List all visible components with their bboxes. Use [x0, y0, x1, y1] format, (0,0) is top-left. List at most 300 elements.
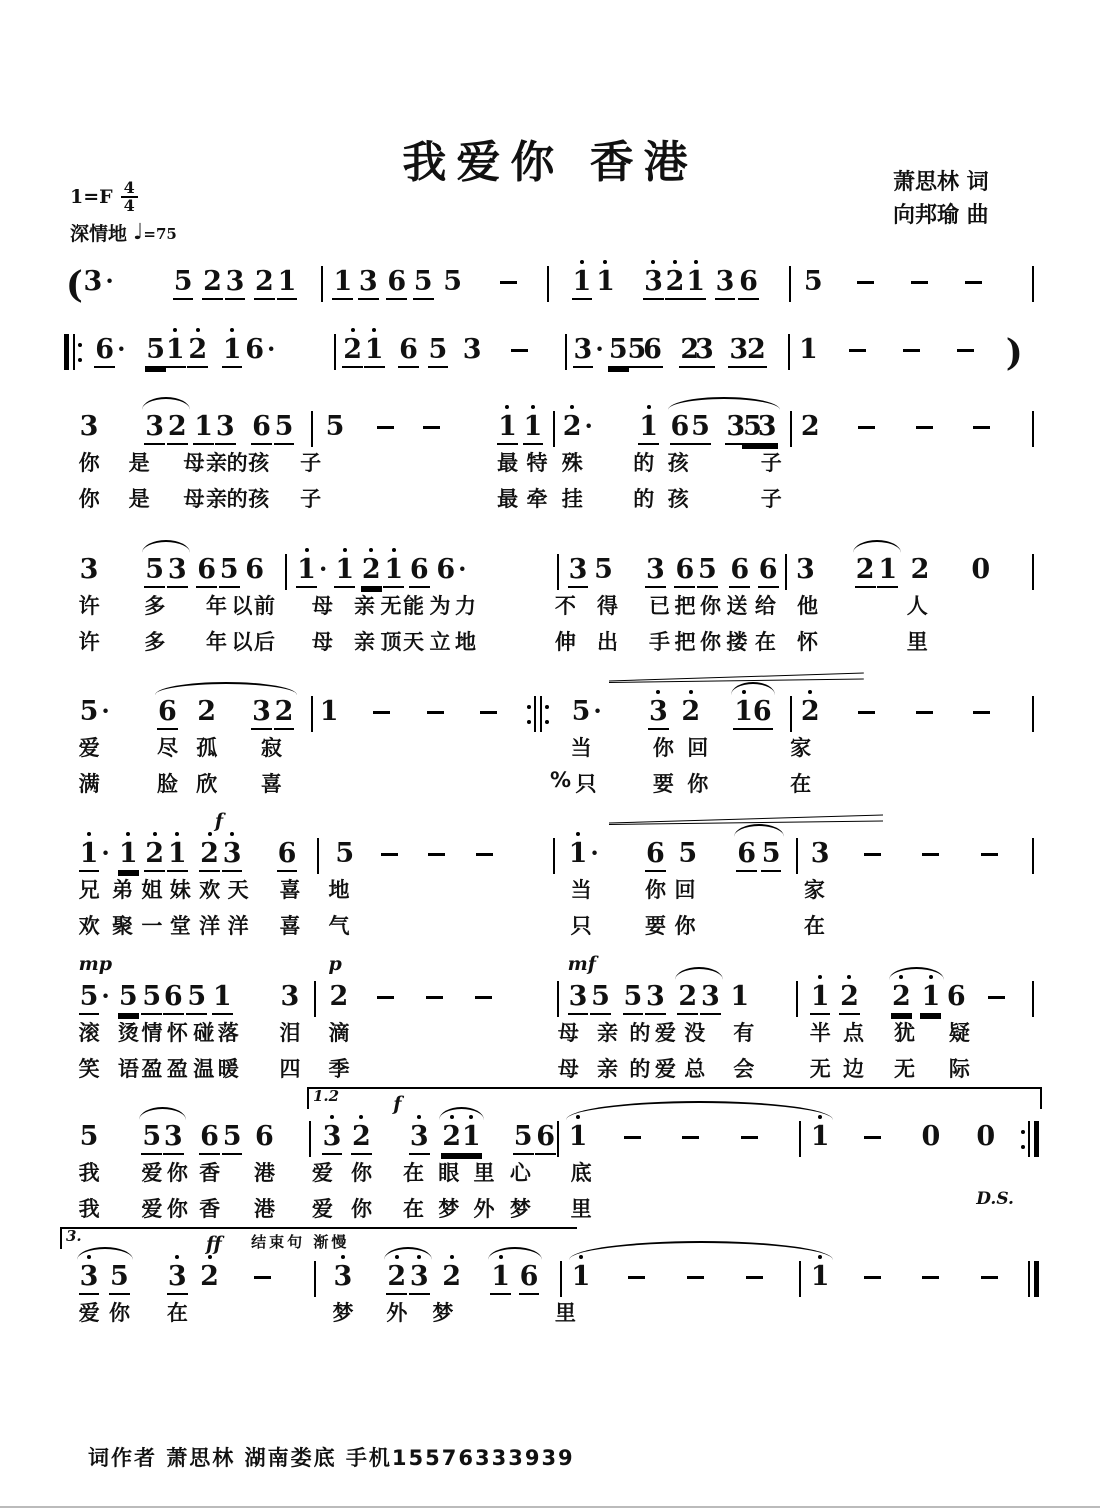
lyrics-row — [60, 1017, 1040, 1047]
note: 3 · — [573, 334, 604, 368]
octave-dot — [570, 405, 574, 409]
note: 1 · — [79, 838, 110, 872]
note: 1 — [319, 696, 339, 727]
note: 1 — [277, 266, 298, 300]
duration-dash — [957, 334, 974, 352]
lyric-syllable: 姐 — [141, 878, 163, 902]
duration-dash — [628, 1261, 645, 1279]
note: 5 — [413, 266, 434, 300]
lyrics-row — [60, 1053, 1040, 1083]
duration-dash — [423, 411, 440, 429]
barline — [551, 411, 557, 447]
barline — [558, 1261, 564, 1297]
octave-dot — [580, 260, 584, 264]
lyrics-row — [60, 768, 1040, 798]
lyric-syllable: 在 — [754, 630, 776, 654]
lyric-syllable: 把 — [674, 594, 696, 618]
volta-label: 1.2 — [312, 1087, 340, 1105]
note: 1 — [165, 334, 186, 368]
lyric-syllable: 亲 — [354, 594, 375, 618]
lyrics-row — [60, 626, 1040, 656]
lyric-syllable: 犹 — [893, 1021, 915, 1045]
tempo-text: 结束句 渐慢 — [251, 1233, 350, 1251]
note: 3 — [648, 696, 669, 730]
note: 5 · — [79, 696, 110, 727]
lyric-syllable: 不 — [554, 594, 576, 618]
octave-dot — [230, 328, 234, 332]
tempo-value: =75 — [143, 225, 177, 243]
expression-text: 深情地 — [70, 223, 128, 245]
double-repeat-barline — [526, 696, 550, 732]
octave-dot — [531, 405, 535, 409]
barline — [332, 334, 338, 370]
note: 6 — [642, 334, 663, 368]
lyric-syllable: 天 — [227, 878, 249, 902]
augmentation-dot: · — [590, 838, 599, 867]
duration-dash — [500, 266, 517, 284]
octave-dot — [126, 832, 130, 836]
note: 2 — [680, 696, 701, 728]
octave-dot — [689, 690, 693, 694]
octave-dot — [175, 832, 179, 836]
barline — [1030, 981, 1036, 1017]
note: 5 — [109, 1261, 130, 1295]
lyric-syllable: % — [550, 768, 572, 792]
duration-dash — [511, 334, 528, 352]
slur-arc — [139, 1107, 186, 1120]
lyric-syllable: 最 — [497, 487, 519, 511]
lyric-syllable: 爱 — [141, 1161, 163, 1185]
note: 2 — [386, 1261, 407, 1295]
augmentation-dot: · — [101, 981, 110, 1010]
lyric-syllable: 是 — [128, 487, 150, 511]
lyric-syllable: 在 — [403, 1161, 424, 1185]
lyric-syllable: 的 — [226, 451, 248, 475]
lyric-syllable: 特 — [526, 451, 548, 475]
lyric-syllable: 亲 — [206, 487, 228, 511]
note: 3 — [280, 981, 300, 1012]
note: 1 — [490, 1261, 511, 1295]
lyric-syllable: 寂 — [260, 736, 282, 760]
lyric-syllable: 爱 — [78, 1301, 100, 1325]
note: 1 — [920, 981, 941, 1015]
barline — [309, 411, 315, 447]
note: 5 — [173, 266, 194, 300]
lyric-syllable: 里 — [570, 1197, 592, 1221]
lyric-syllable: 前 — [254, 594, 276, 618]
song-title: 我爱你 香港 — [402, 137, 698, 188]
lyric-syllable: 爱 — [311, 1197, 333, 1221]
lyric-syllable: 地 — [328, 878, 350, 902]
note: 3 — [643, 266, 664, 300]
octave-dot — [505, 405, 509, 409]
barline — [555, 554, 561, 590]
note: 3 — [810, 838, 830, 869]
augmentation-dot: · — [117, 334, 126, 363]
barline — [797, 1261, 803, 1297]
barline — [312, 981, 318, 1017]
duration-dash — [624, 1121, 641, 1139]
lyric-syllable: 一 — [141, 914, 163, 938]
lyric-syllable: 香 — [199, 1161, 221, 1185]
duration-dash — [254, 1261, 271, 1279]
augmentation-dot: · — [584, 411, 593, 440]
note: 5 — [79, 1121, 99, 1152]
notes-row — [60, 546, 1040, 596]
augmentation-dot: · — [318, 554, 328, 583]
note: 3 — [645, 554, 666, 588]
lyric-syllable: 爱 — [78, 736, 100, 760]
barline — [551, 838, 557, 874]
note: 1 — [364, 334, 385, 368]
lyric-syllable: 我 — [78, 1161, 100, 1185]
barline — [1030, 696, 1036, 732]
octave-dot — [343, 548, 347, 552]
duration-dash — [916, 411, 933, 429]
duration-dash — [426, 981, 443, 999]
note: 3 — [757, 411, 778, 445]
lyric-syllable: 力 — [454, 594, 476, 618]
octave-dot — [341, 1255, 345, 1259]
lyric-syllable: 母 — [557, 1057, 579, 1081]
intro-paren: ( — [65, 264, 83, 306]
note: 2 — [800, 411, 820, 442]
end-repeat-barline — [1020, 1121, 1041, 1157]
octave-dot — [808, 690, 812, 694]
note: 1 — [332, 266, 353, 300]
lyrics-row — [60, 732, 1040, 762]
octave-dot — [230, 832, 234, 836]
note: 5 — [590, 981, 611, 1015]
barline — [794, 838, 800, 874]
note: 2 — [202, 266, 223, 300]
duration-dash — [965, 266, 982, 284]
note: 1 — [877, 554, 898, 588]
repeat-dots — [527, 699, 531, 729]
note: 2 — [361, 554, 382, 588]
note: 3 — [409, 1261, 430, 1295]
note: 1 — [222, 334, 243, 368]
note: 3 — [462, 334, 482, 365]
note: 2 — [891, 981, 912, 1015]
octave-dot — [330, 1115, 334, 1119]
note: 6 — [245, 554, 265, 585]
lyric-syllable: 妹 — [169, 878, 191, 902]
duration-dash — [381, 838, 398, 856]
note: 5 — [428, 334, 449, 368]
lyric-syllable: 许 — [78, 594, 100, 618]
note: 6 — [255, 1121, 274, 1152]
note: 2 — [677, 981, 698, 1015]
octave-dot — [651, 260, 655, 264]
lyric-syllable: 的 — [629, 1057, 651, 1081]
note: 6 — [535, 1121, 556, 1155]
repeat-dots — [545, 699, 549, 729]
barline — [309, 696, 315, 732]
lyric-syllable: 多 — [144, 630, 166, 654]
duration-dash — [981, 1261, 998, 1279]
note: 3 — [645, 981, 666, 1015]
lyric-syllable: 给 — [754, 594, 776, 618]
lyric-syllable: 兄 — [78, 878, 100, 902]
barline — [312, 1261, 318, 1297]
lyric-syllable: 洋 — [199, 914, 221, 938]
note: 1 — [572, 266, 593, 300]
lyric-syllable: 挂 — [561, 487, 583, 511]
note: 5 — [623, 981, 644, 1015]
octave-dot — [175, 1255, 179, 1259]
lyric-syllable: 在 — [166, 1301, 188, 1325]
duration-dash — [475, 981, 492, 999]
octave-dot — [647, 405, 651, 409]
note: 1 — [118, 838, 139, 872]
lyric-syllable: 心 — [509, 1161, 531, 1185]
note: 6 — [519, 1261, 540, 1295]
lyric-syllable: 的 — [629, 1021, 651, 1045]
lyric-syllable: 眼 — [438, 1161, 460, 1185]
octave-dot — [603, 260, 607, 264]
octave-dot — [359, 1115, 363, 1119]
lyric-syllable: 人 — [906, 594, 928, 618]
duration-dash — [864, 838, 881, 856]
lyric-syllable: 亲 — [354, 630, 375, 654]
duration-dash — [903, 334, 920, 352]
lyric-syllable: 脸 — [157, 772, 179, 796]
lyric-syllable: 你 — [109, 1301, 130, 1325]
music-system — [60, 1227, 1040, 1383]
lyric-syllable: 堂 — [169, 914, 191, 938]
notes-row — [60, 688, 1040, 738]
lyrics-row — [60, 1297, 1040, 1327]
lyric-syllable: 爱 — [654, 1021, 676, 1045]
lyric-syllable: 欢 — [78, 914, 100, 938]
octave-dot — [369, 548, 373, 552]
lyric-syllable: 地 — [454, 630, 476, 654]
note: 3 — [700, 981, 721, 1015]
repeat-dots — [1021, 1124, 1025, 1154]
lyric-syllable: 你 — [351, 1197, 373, 1221]
lyric-syllable: 在 — [403, 1197, 424, 1221]
barline — [545, 266, 551, 302]
octave-dot — [372, 328, 376, 332]
barline — [1026, 1261, 1041, 1297]
octave-dot — [673, 260, 677, 264]
duration-dash — [973, 696, 990, 714]
note: 3 — [322, 1121, 343, 1155]
note: 5 — [144, 554, 165, 588]
octave-dot — [694, 260, 698, 264]
slur-arc — [142, 540, 190, 553]
barline — [563, 334, 569, 370]
barline — [788, 411, 794, 447]
lyric-syllable: 当 — [570, 736, 592, 760]
lyric-syllable: 笑 — [78, 1057, 100, 1081]
lyric-syllable: 无 — [380, 594, 402, 618]
lyric-syllable: 是 — [128, 451, 150, 475]
octave-dot — [417, 1115, 421, 1119]
note: 3 — [251, 696, 272, 730]
lyric-syllable: 只 — [570, 914, 592, 938]
lyric-syllable: 怀 — [796, 630, 818, 654]
key-label: 1=F — [70, 186, 113, 208]
slur-arc — [155, 682, 297, 695]
note: 2 — [144, 838, 165, 872]
note: 2 — [342, 334, 363, 368]
duration-dash — [480, 696, 497, 714]
lyric-syllable: 在 — [790, 772, 812, 796]
note: 1 — [730, 981, 750, 1012]
lyric-syllable: 孩 — [667, 487, 689, 511]
lyric-syllable: 以 — [231, 630, 253, 654]
note: 3 — [79, 411, 99, 442]
duration-dash — [849, 334, 866, 352]
note: 3 — [715, 266, 736, 300]
lyric-syllable: 底 — [570, 1161, 592, 1185]
lyric-syllable: 会 — [733, 1057, 755, 1081]
augmentation-dot: · — [267, 334, 276, 363]
note: 2 — [679, 334, 700, 368]
lyric-syllable: 你 — [652, 736, 674, 760]
note: 6 — [752, 696, 773, 730]
duration-dash — [746, 1261, 763, 1279]
dal-segno-mark: D.S. — [976, 1189, 1014, 1209]
note: 1 — [334, 554, 355, 588]
note: 2 — [910, 554, 930, 585]
intro-paren: ) — [1005, 332, 1023, 374]
lyric-syllable: 有 — [733, 1021, 755, 1045]
note: 6 — [736, 838, 757, 872]
note: 1 — [497, 411, 518, 445]
note: 1 — [595, 266, 616, 298]
lyrics-row — [60, 483, 1040, 513]
duration-dash — [911, 266, 928, 284]
augmentation-dot: · — [595, 334, 604, 363]
lyric-syllable: 你 — [699, 594, 721, 618]
lyric-syllable: 只 — [575, 772, 597, 796]
slur-arc — [853, 540, 901, 553]
lyric-syllable: 为 — [429, 594, 451, 618]
note: 3 — [568, 554, 589, 588]
lyric-syllable: 总 — [684, 1057, 706, 1081]
crescendo-hairpin — [609, 814, 883, 826]
note: 2 · — [562, 411, 593, 443]
duration-dash — [427, 696, 444, 714]
augmentation-dot: · — [101, 838, 110, 867]
lyric-syllable: 港 — [254, 1197, 276, 1221]
lyric-syllable: 子 — [760, 487, 782, 511]
volta-bracket — [307, 1087, 1042, 1109]
duration-dash — [916, 696, 933, 714]
lyric-syllable: 搂 — [726, 630, 748, 654]
notes-row — [60, 258, 1040, 308]
note: 0 — [971, 554, 991, 585]
note: 2 — [800, 696, 821, 728]
dynamic-mark: mf — [567, 953, 596, 975]
lyric-syllable: 年 — [206, 630, 228, 654]
note: 3 — [332, 1261, 353, 1293]
duration-dash — [377, 411, 394, 429]
lyric-syllable: 回 — [687, 736, 709, 760]
lyric-syllable: 里 — [906, 630, 928, 654]
note: 2 — [199, 838, 220, 872]
lyric-syllable: 孩 — [248, 487, 270, 511]
begin-repeat-barline — [62, 334, 83, 370]
lyric-syllable: 港 — [254, 1161, 276, 1185]
octave-dot — [305, 548, 309, 552]
music-system — [60, 403, 1040, 533]
lyric-syllable: 怀 — [166, 1021, 188, 1045]
note: 1 — [212, 981, 233, 1015]
lyric-syllable: 母 — [557, 1021, 579, 1045]
note: 3 — [358, 266, 379, 300]
barline — [1030, 411, 1036, 447]
octave-dot — [818, 975, 822, 979]
note: 3 — [215, 411, 236, 445]
lyric-syllable: 母 — [311, 630, 333, 654]
lyric-syllable: 外 — [473, 1197, 495, 1221]
duration-dash — [973, 411, 990, 429]
lyric-syllable: 外 — [386, 1301, 408, 1325]
note: 6 — [409, 554, 430, 588]
barline — [555, 1121, 561, 1157]
notes-row — [60, 1087, 1040, 1209]
lyric-syllable: 孤 — [196, 736, 218, 760]
note: 6 · — [245, 334, 276, 365]
lyric-syllable: 喜 — [279, 914, 301, 938]
lyric-syllable: 孩 — [667, 451, 689, 475]
note: 2 — [839, 981, 860, 1015]
lyric-syllable: 多 — [144, 594, 166, 618]
lyric-syllable: 你 — [351, 1161, 373, 1185]
lyric-syllable: 盈 — [141, 1057, 163, 1081]
note: 3 — [225, 266, 246, 300]
barline — [307, 1121, 313, 1157]
notes-row — [60, 810, 1040, 880]
barline — [319, 266, 325, 302]
dynamic-mark: ff — [206, 1233, 222, 1255]
lyric-syllable: 的 — [226, 487, 248, 511]
augmentation-dot: · — [105, 266, 114, 295]
note: 1 — [571, 1261, 592, 1293]
note: 3 — [222, 838, 243, 872]
lyric-syllable: 能 — [403, 594, 424, 618]
lyric-syllable: 喜 — [260, 772, 282, 796]
note: 1 — [733, 696, 754, 730]
lyric-syllable: 年 — [206, 594, 228, 618]
music-system — [60, 688, 1040, 818]
note: 2 — [665, 266, 686, 300]
note: 3 — [79, 554, 99, 585]
octave-dot — [576, 832, 580, 836]
barline — [787, 266, 793, 302]
note: 6 · — [436, 554, 467, 585]
barline — [794, 981, 800, 1017]
lyric-syllable: 你 — [166, 1161, 188, 1185]
duration-dash — [377, 981, 394, 999]
note: 6 — [157, 696, 178, 730]
note: 6 — [645, 838, 666, 872]
note: 5 — [325, 411, 345, 442]
lyric-syllable: 里 — [473, 1161, 495, 1185]
lyric-syllable: 季 — [328, 1057, 350, 1081]
note: 3 — [725, 411, 746, 445]
lyric-syllable: 要 — [645, 914, 667, 938]
duration-dash — [922, 838, 939, 856]
lyric-syllable: 的 — [633, 451, 655, 475]
note: 6 — [758, 554, 779, 588]
lyric-syllable: 亲 — [597, 1057, 619, 1081]
note: 3 — [728, 334, 749, 368]
